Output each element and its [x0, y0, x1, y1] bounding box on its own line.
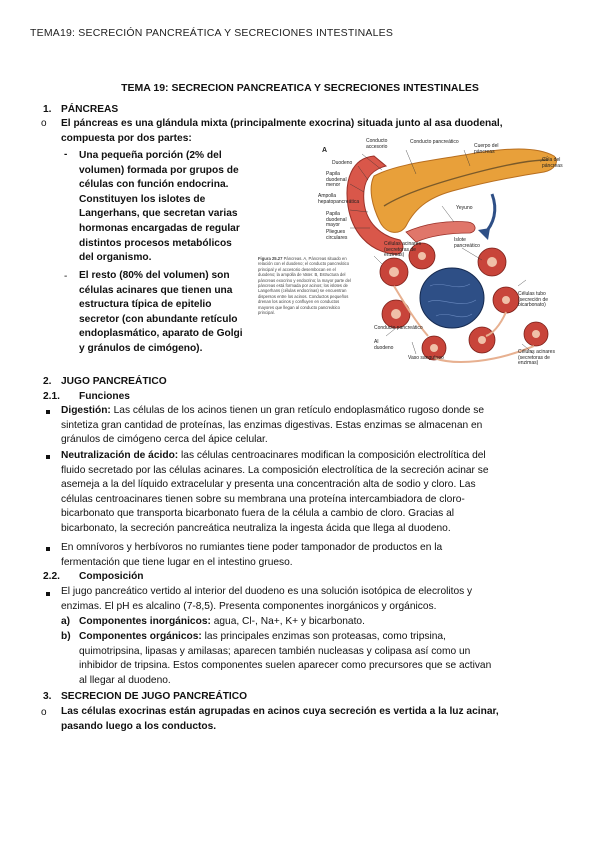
bullet-omnivoros [61, 541, 442, 570]
s1-item-2-line: y gránulos de cimógeno). [79, 342, 203, 354]
item-b-line-1 [79, 630, 491, 645]
figure-label: Papila duodenal mayor [326, 211, 347, 229]
figure-label: Ampolla hepatopancreática [318, 193, 360, 205]
square-bullet-icon [46, 410, 50, 414]
composition-line-1: El jugo pancreático vertido al interior del duodeno es una solución isotópica de elecrolitos y [61, 586, 473, 597]
s1-intro-line-2: compuesta por dos partes: [61, 133, 192, 144]
figure-panel-a: A [322, 147, 328, 154]
figure-label: Conducto pancreático [410, 139, 459, 145]
item-b-text: las principales enzimas son proteasas, como tripsina, [201, 631, 446, 642]
item-b-line-3: inhibidor de tripsina. Estos componentes suelen aparecer como precursores que se activan [79, 660, 492, 672]
s1-item-1-line: hormonas encargadas de regular [79, 222, 240, 234]
square-bullet-icon [46, 455, 50, 459]
dash-bullet-icon: - [64, 149, 68, 160]
s1-item-1 [79, 149, 240, 266]
circle-bullet-icon: o [41, 118, 47, 129]
pancreas-anatomy-figure [256, 136, 568, 368]
bullet-neutralizacion-lead: Neutralización de ácido: [61, 450, 179, 461]
figure-label: Yeyuno [456, 205, 473, 211]
figure-label: Células tubo (secreción de bicarbonato) [518, 291, 549, 309]
s3-line-2: pasando luego a los conductos. [61, 720, 217, 732]
bullet-digestion-line-2: sintetiza gran cantidad de proteínas, las enzimas digestivas. Estas enzimas se almacenan en [61, 419, 483, 431]
s3-paragraph [61, 705, 499, 734]
item-b-line-4: al llegar al duodeno. [79, 674, 171, 686]
s1-intro-line-1: El páncreas es una glándula mixta (principalmente exocrina) situada junto al asa duodenal, [61, 118, 503, 129]
s1-item-2-line: El resto (80% del volumen) son [79, 270, 230, 281]
figure-label: Pliegues circulares [326, 229, 348, 241]
bullet-neutralizacion-line-1 [61, 449, 489, 464]
section-2-2-number: 2.2. [43, 571, 60, 582]
composition-line-2: enzimas. El pH es alcalino (7-8,5). Presenta componentes inorgánicos y orgánicos. [61, 600, 437, 612]
figure-caption-text: Páncreas. A, Páncreas situado en relación con el duodeno; el conducto pancreático principal y el accesorio desembocan en el duodeno; la ampolla de Vater. B, Estructura del páncreas exocrino y endocrino; la mayor parte del páncreas está formada por acinos; los islotes de Langerhans (células endocrinas) se encuentran dispersos entre los acinos. Conductos pequeños drenan los acinos y confluyen en conductos mayores que llegan al conducto pancreático principal. [258, 256, 351, 316]
bullet-neutralizacion-line-3: asemeja a la del líquido extracelular y presenta una concentración alta de sodio y cloro. Las [61, 479, 476, 491]
bullet-neutralizacion-line-4: células centroacinares tienen sobre su membrana una proteína intercambiadora de cloro- [61, 493, 465, 505]
running-header: TEMA19: SECRECIÓN PANCREÁTICA Y SECRECIONES INTESTINALES [30, 27, 394, 39]
figure-label: Células acinares (secretoras de enzimas) [518, 349, 555, 367]
s1-item-1-line: células con función endocrina. [79, 179, 229, 191]
section-1-number: 1. [43, 104, 52, 115]
bullet-neutralizacion-line-6: bicarbonato, la secreción pancreática neutraliza la ingesta ácida que llega al duodeno. [61, 522, 451, 534]
bullet-neutralizacion-text: las células centroacinares modifican la composición electrolítica del [178, 450, 486, 461]
bullet-digestion-lead: Digestión: [61, 405, 111, 416]
circle-bullet-icon: o [41, 707, 47, 718]
section-2-1-number: 2.1. [43, 391, 60, 402]
item-a-lead: Componentes inorgánicos: [79, 616, 211, 627]
s1-item-1-line: del organismo. [79, 252, 152, 264]
figure-label: Vaso sanguíneo [408, 355, 444, 361]
section-2-number: 2. [43, 376, 52, 387]
figure-caption-lead: Figura 25.27 [258, 256, 283, 261]
section-3-title: SECRECION DE JUGO PANCREÁTICO [61, 691, 248, 702]
bullet-digestion-text: Las células de los acinos tienen un gran retículo endoplasmático rugoso donde se [110, 405, 485, 416]
section-3-number: 3. [43, 691, 52, 702]
figure-label: Células acinares (secretoras de enzimas) [384, 241, 421, 259]
figure-label: Papila duodenal menor [326, 171, 347, 189]
figure-label: Cuerpo del páncreas [474, 143, 499, 155]
item-a-text: agua, Cl-, Na+, K+ y bicarbonato. [210, 616, 365, 627]
s1-item-1-line: Langerhans, que secretan varias [79, 208, 238, 220]
bullet-omnivoros-line-2: fermentación que tiene lugar en el intestino grueso. [61, 556, 293, 568]
item-b-organicos [79, 630, 491, 688]
square-bullet-icon [46, 547, 50, 551]
bullet-neutralizacion [61, 449, 489, 537]
s1-item-1-line: volumen) formada por grupos de [79, 164, 239, 176]
dash-bullet-icon: - [64, 271, 68, 282]
s1-item-2 [79, 269, 243, 357]
section-2-title: JUGO PANCREÁTICO [61, 376, 167, 387]
figure-label: Islote pancreático [454, 237, 480, 249]
square-bullet-icon [46, 592, 50, 596]
s1-item-1-line: distintos procesos metabólicos [79, 237, 232, 249]
item-b-line-2: quimotripsina, lipasas y amilasas; aparecen también nucleasas y colipasa así como un [79, 645, 471, 657]
figure-label: Conducto accesorio [366, 138, 388, 150]
item-a-marker: a) [61, 616, 71, 627]
section-2-2-title: Composición [79, 571, 144, 582]
s1-item-2-line: células acinares que tienen una [79, 284, 233, 296]
document-title: TEMA 19: SECRECION PANCREATICA Y SECRECIONES INTESTINALES [121, 82, 479, 94]
s1-item-2-line: endoplasmático, aparato de Golgi [79, 328, 243, 340]
bullet-digestion-line-1 [61, 404, 484, 419]
figure-label: Al duodeno [374, 339, 394, 351]
s1-item-2-line: secretor (con abundante retículo [79, 313, 238, 325]
bullet-neutralizacion-line-2: fluido secretado por las células acinares. La composición electrolítica de la secreción acinar se [61, 464, 489, 476]
figure-caption [258, 256, 354, 315]
s1-item-2-line: estructura típica de epitelio [79, 299, 212, 311]
item-b-lead: Componentes orgánicos: [79, 631, 202, 642]
bullet-omnivoros-line-1: En omnívoros y herbívoros no rumiantes tiene poder tamponador de productos en la [61, 542, 443, 553]
figure-label: Cola del páncreas [542, 157, 563, 169]
bullet-digestion-line-3: gránulos de cimógeno cerca del ápice celular. [61, 434, 268, 446]
composition-paragraph [61, 585, 472, 614]
s3-line-1: Las células exocrinas están agrupadas en acinos cuya secreción es vertida a la luz acinar, [61, 706, 499, 717]
s1-item-1-line: Una pequeña porción (2% del [79, 150, 222, 161]
bullet-neutralizacion-line-5: bicarbonato que transporta bicarbonato fuera de la célula a cambio de cloro. Gracias al [61, 508, 455, 520]
figure-label: Duodeno [332, 160, 353, 166]
item-a-inorganicos [79, 615, 365, 630]
figure-label: Conducto pancreático [374, 325, 423, 331]
section-1-title: PÁNCREAS [61, 104, 119, 115]
item-b-marker: b) [61, 631, 71, 642]
bullet-digestion [61, 404, 484, 448]
s1-item-1-line: Constituyen los islotes de [79, 193, 206, 205]
section-2-1-title: Funciones [79, 391, 130, 402]
